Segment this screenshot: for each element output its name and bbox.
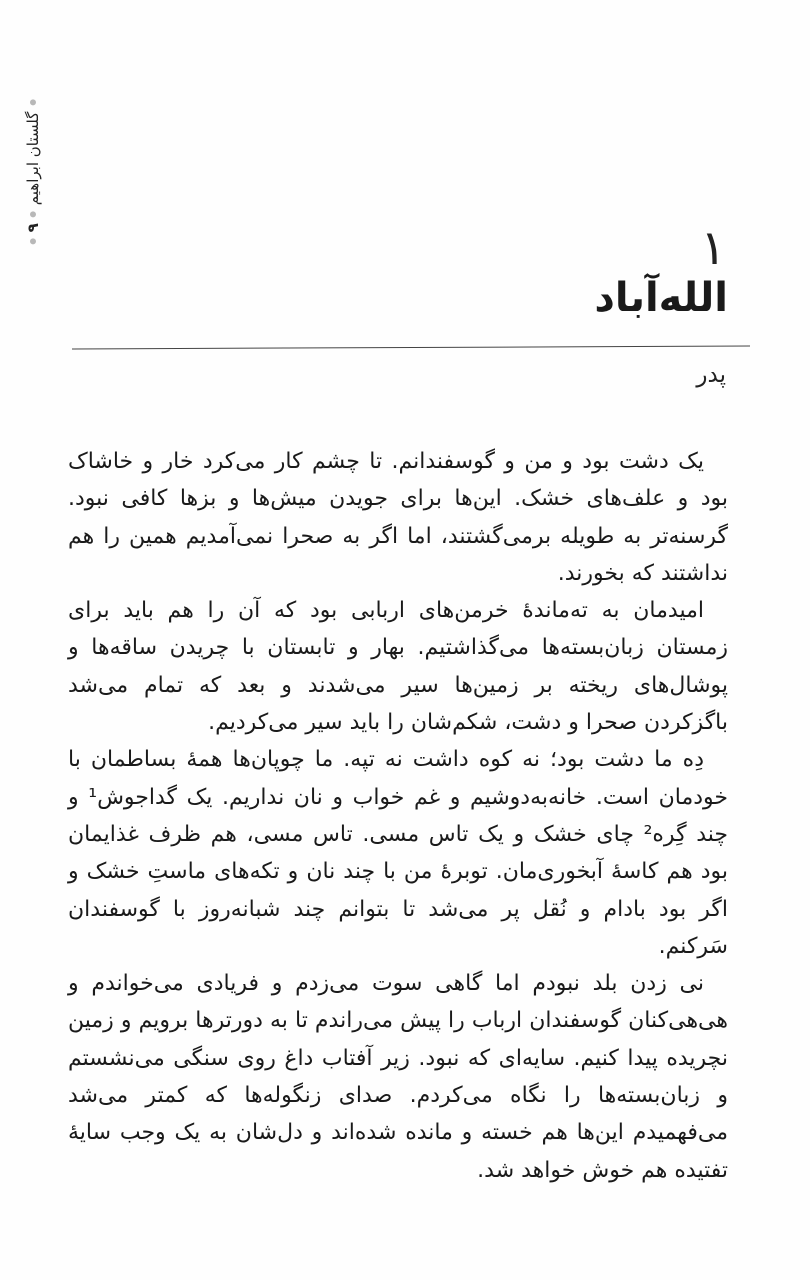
paragraph: امیدمان به ته‌ماندهٔ خرمن‌های اربابی بود که آن را هم باید برای زمستان زبان‌بسته‌ها می‌گذاشتیم. بهار و تابستان با چریدن ساقه‌ها و پوشال‌های ریخته بر زمین‌ها سیر می‌شدند و بعد که تمام می‌شد باگزکردن صحرا و دشت، شکم‌شان را باید سیر می‌کردیم. <box>68 598 728 736</box>
chapter-number: ۱ <box>700 220 726 276</box>
chapter-divider <box>72 346 750 350</box>
running-header <box>18 72 48 272</box>
paragraph: نی زدن بلد نبودم اما گاهی سوت می‌زدم و فریادی می‌خواندم و هی‌هی‌کنان گوسفندان ارباب را پیش می‌راندم تا به دورترها برویم و زمین نچریده پیدا کنیم. سایه‌ای که نبود. زیر آفتاب داغ روی سنگی می‌نشستم و زبان‌بسته‌ها را نگاه می‌کردم. صدای زنگوله‌ها که کمتر می‌شد می‌فهمیدم این‌ها هم خسته و مانده شده‌اند و دل‌شان به یک وجب سایهٔ تفتیده هم خوش خواهد شد. <box>68 971 728 1183</box>
running-header-content <box>24 100 42 245</box>
paragraph: یک دشت بود و من و گوسفندانم. تا چشم کار می‌کرد خار و خاشاک بود و علف‌های خشک. این‌ها برای جویدن میش‌ها و بزها کافی نبود. گرسنه‌تر به طویله برمی‌گشتند، اما اگر به صحرا نمی‌آمدیم همین را هم نداشتند که بخورند. <box>68 449 728 586</box>
page-number: ۹ <box>24 223 42 233</box>
book-title: گلستان ابراهیم <box>24 111 42 206</box>
ornament-dot-icon <box>30 211 36 217</box>
chapter-title: الله‌آباد <box>594 275 728 321</box>
section-narrator: پدر <box>696 362 726 388</box>
ornament-dot-icon <box>30 238 36 244</box>
body-text <box>68 443 728 1189</box>
paragraph: دِه ما دشت بود؛ نه کوه داشت نه تپه. ما چوپان‌ها همهٔ بساطمان با خودمان است. خانه‌به‌دوشیم و غم خواب و نان نداریم. یک گداجوش¹ و چند گِره² چای خشک و یک تاس مسی. تاس مسی، هم ظرف غذایمان بود هم کاسهٔ آبخوری‌مان. توبرهٔ من با چند نان و تکه‌های ماستِ خشک و اگر بود بادام و نُقل پر می‌شد تا بتوانم چند شبانه‌روز با گوسفندان سَرکنم. <box>68 747 728 959</box>
ornament-dot-icon <box>30 100 36 106</box>
